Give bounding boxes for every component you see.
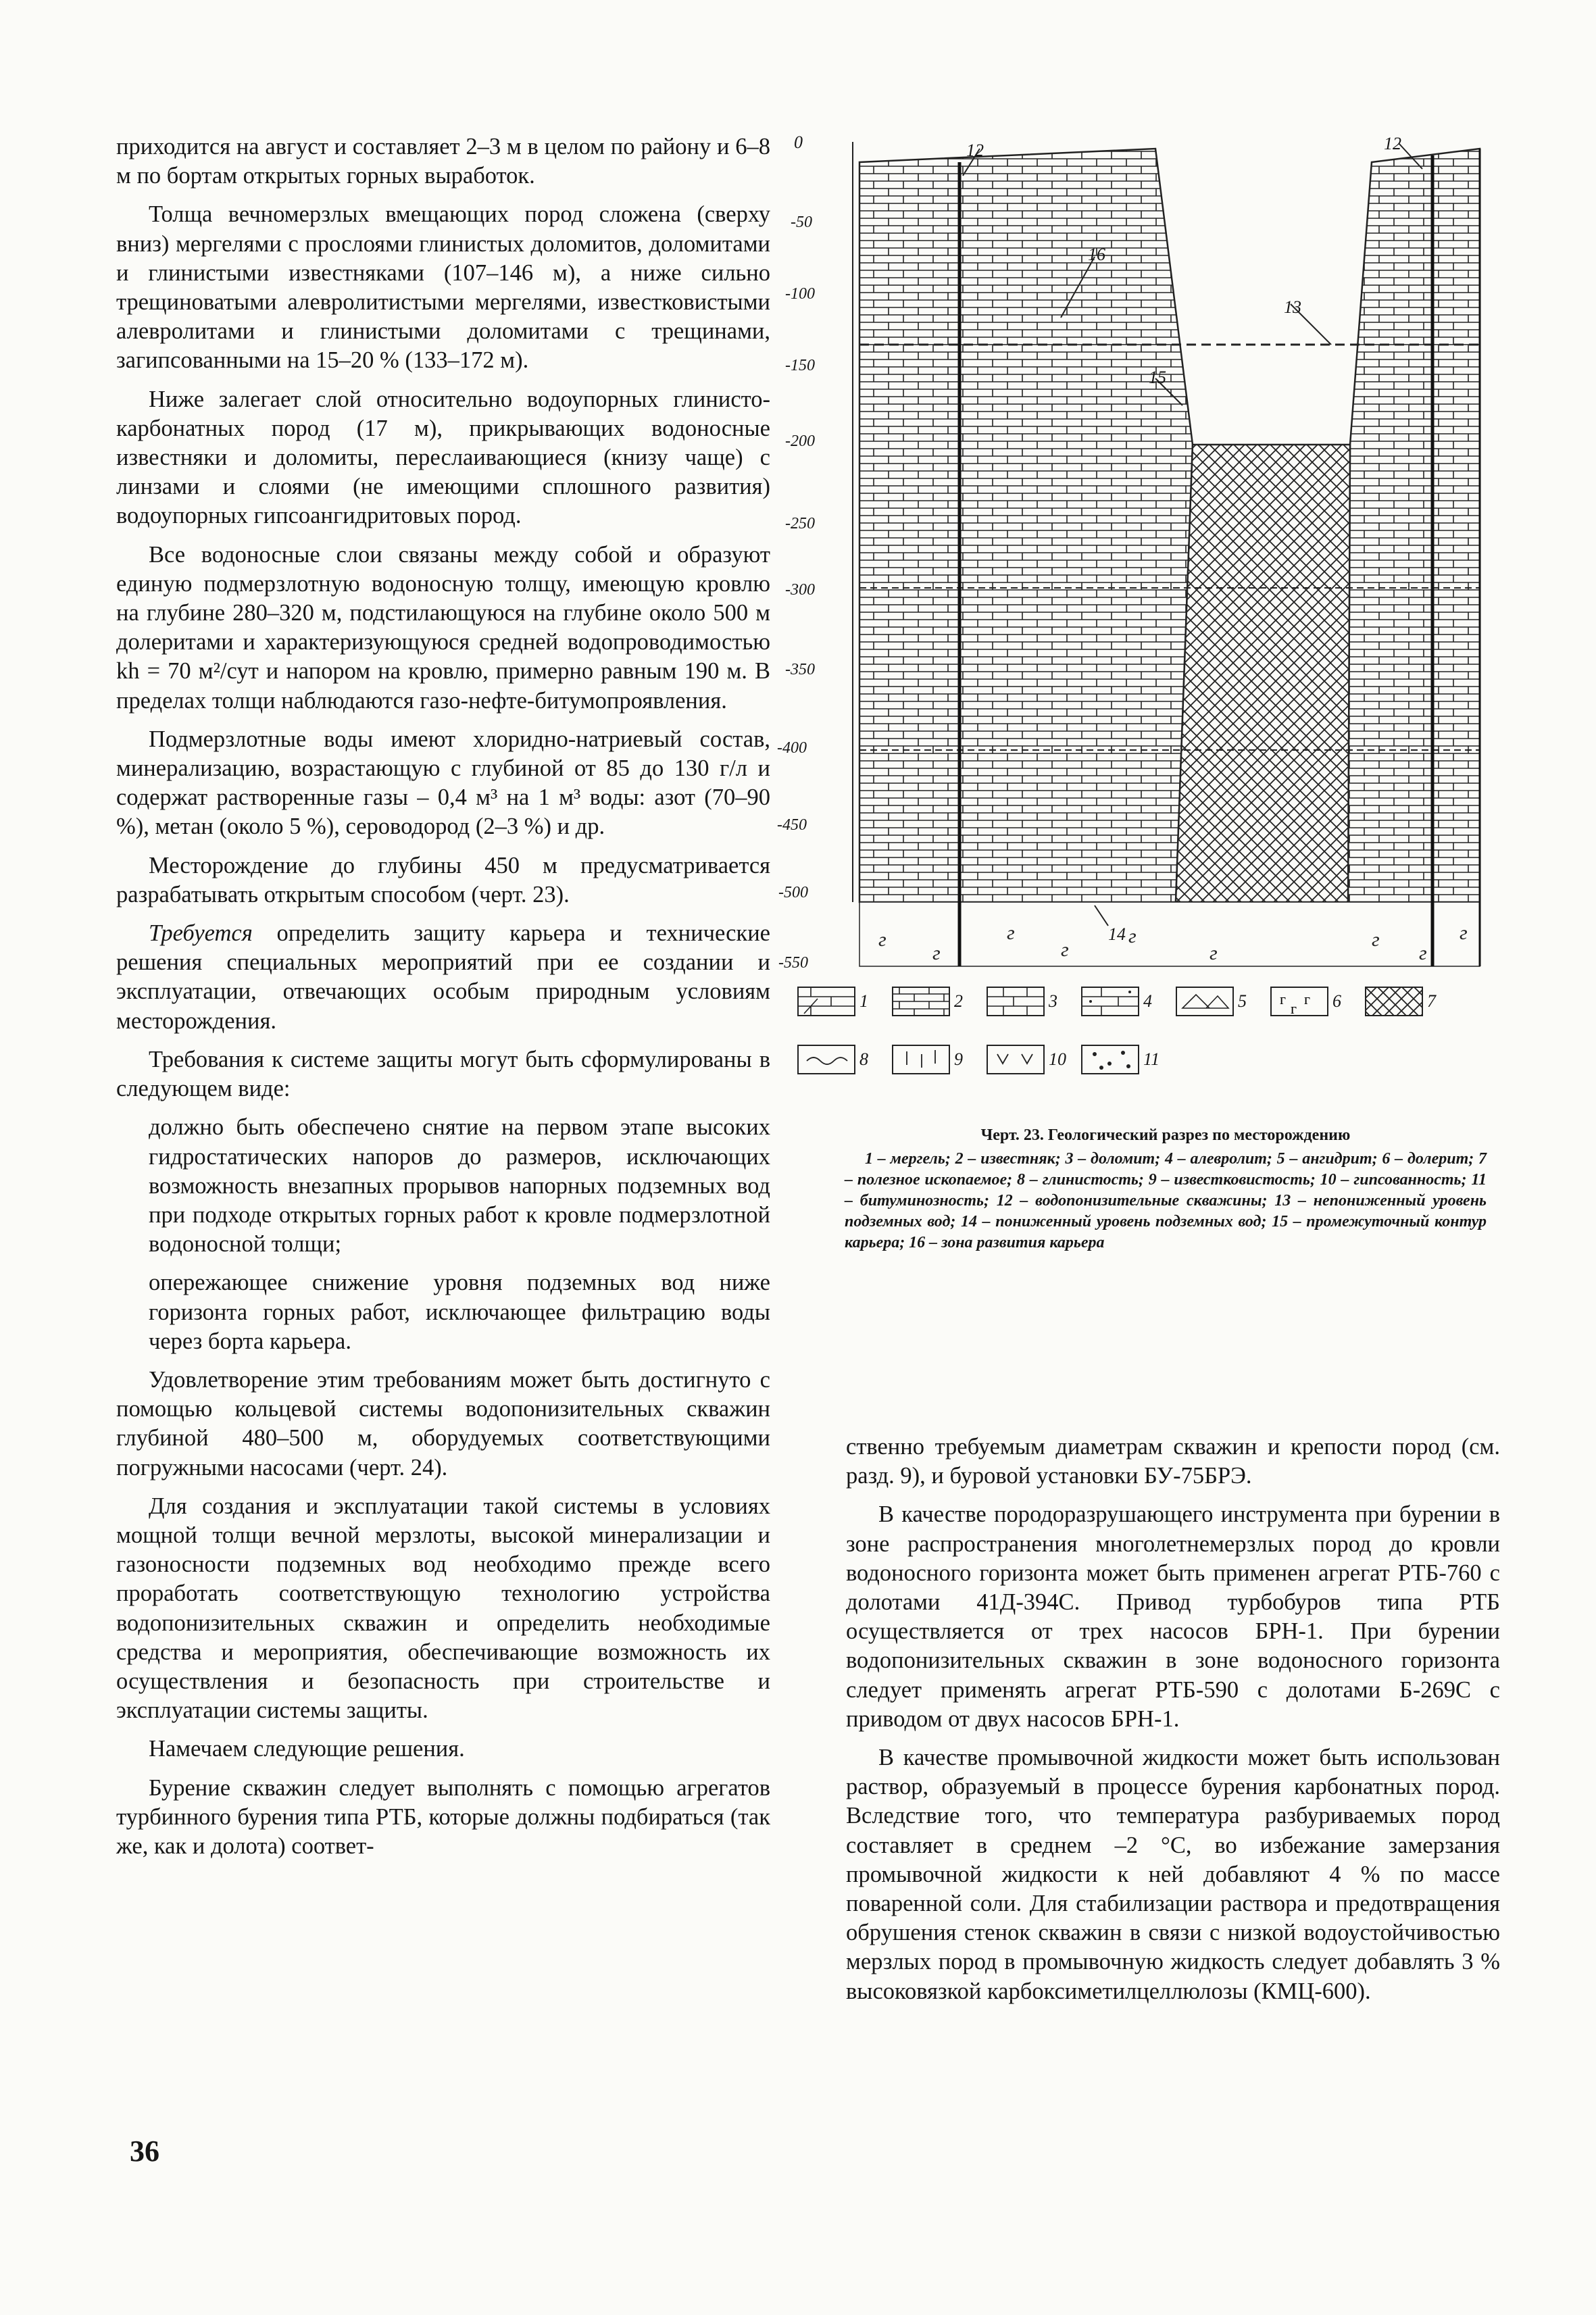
callout-12-left: 12	[966, 141, 984, 160]
legend-swatch	[987, 987, 1045, 1016]
paragraph: Месторождение до глубины 450 м предусматривается разрабатывать открытым способом (черт. 23).	[116, 852, 770, 907]
svg-text:г: г	[1007, 922, 1015, 944]
depth-label: -100	[785, 285, 815, 303]
legend-number: 5	[1238, 991, 1247, 1011]
figure-legend	[797, 987, 1514, 1095]
svg-text:г: г	[1210, 942, 1218, 964]
required-paragraph	[116, 919, 770, 1036]
svg-text:г: г	[1372, 928, 1380, 951]
caption-body: 1 – мергель; 2 – известняк; 3 – доломит; 4 – алевролит; 5 – ангидрит; 6 – долерит; 7 – полезное ископаемое; 8 – глинистость; 9 – известковистость; 10 – гипсованность; 11 – битуминозность; 12 – водопонизительные скважины; 13 – непониженный уровень подземных вод; 14 – пониженный уровень подземных вод; 15 – промежуточный контур карьера; 16 – зона развития карьера	[845, 1150, 1487, 1251]
legend-number: 3	[1049, 991, 1057, 1011]
paragraph: Бурение скважин следует выполнять с помощью агрегатов турбинного бурения типа РТБ, которые должны подбираться (так же, как и долота) соответ-	[116, 1774, 770, 1859]
required-lead: Требуется	[149, 920, 253, 947]
legend-swatch	[1365, 987, 1423, 1016]
page-number: 36	[130, 2135, 159, 2168]
paragraph: Все водоносные слои связаны между собой и образуют единую подмерзлотную водоносную толщу, имеющую кровлю на глубине 280–320 м, подстилающуюся на глубине около 500 м долеритами и характеризующуюся средней водопроводимостью kh = 70 м²/сут и напором на кровлю, примерно равным 190 м. В пределах толщи наблюдаются газо-нефте-битумопроявления.	[116, 541, 770, 714]
callout-12-right: 12	[1384, 134, 1401, 153]
legend-swatch	[1081, 1045, 1139, 1074]
requirement-item: должно быть обеспечено снятие на первом этапе высоких гидростатических напоров до размеров, исключающих возможность внезапных прорывов напорных подземных вод при подходе открытых горных работ к кровле подмерзлотной водоносной толщи;	[149, 1114, 770, 1258]
depth-label: -150	[785, 357, 815, 374]
paragraph: приходится на август и составляет 2–3 м в целом по району и 6–8 м по бортам открытых горных выработок.	[116, 134, 770, 189]
legend-number: 11	[1143, 1049, 1160, 1069]
legend-item	[1081, 987, 1152, 1016]
legend-number: 4	[1143, 991, 1152, 1011]
svg-text:г: г	[1460, 922, 1468, 944]
legend-item	[892, 1045, 963, 1074]
svg-text:г: г	[1291, 1000, 1297, 1016]
legend-item	[797, 1045, 868, 1074]
requirement-item: опережающее снижение уровня подземных вод ниже горизонта горных работ, исключающее фильтрацию воды через борта карьера.	[149, 1270, 770, 1354]
depth-label: -200	[785, 432, 815, 450]
depth-label: -400	[777, 739, 807, 757]
geological-section-figure	[777, 122, 1493, 973]
legend-item	[987, 1045, 1066, 1074]
depth-label: -550	[778, 954, 808, 972]
depth-label: -500	[778, 884, 808, 901]
legend-number: 7	[1427, 991, 1436, 1011]
legend-swatch	[1081, 987, 1139, 1016]
legend-item	[1081, 1045, 1159, 1074]
legend-number: 6	[1332, 991, 1341, 1011]
legend-swatch	[797, 987, 855, 1016]
paragraph: Намечаем следующие решения.	[149, 1736, 465, 1762]
legend-number: 8	[859, 1049, 868, 1069]
svg-text:г: г	[1280, 991, 1287, 1007]
legend-number: 1	[859, 991, 868, 1011]
paragraph: Требования к системе защиты могут быть сформулированы в следующем виде:	[116, 1046, 770, 1102]
depth-label: -250	[785, 515, 815, 532]
paragraph: ственно требуемым диаметрам скважин и крепости пород (см. разд. 9), и буровой установки БУ-75БРЭ.	[846, 1434, 1500, 1489]
legend-swatch	[892, 987, 950, 1016]
depth-label: -300	[785, 581, 815, 599]
legend-number: 9	[954, 1049, 963, 1069]
paragraph: Для создания и эксплуатации такой системы в условиях мощной толщи вечной мерзлоты, высокой минерализации и газоносности подземных вод необходимо прежде всего проработать соответствующую технологию устройства водопонизительных скважин и определить необходимые средства и мероприятия, обеспечивающие возможность их осуществления и безопасность при строительстве и эксплуатации системы защиты.	[116, 1493, 770, 1724]
legend-number: 10	[1049, 1049, 1066, 1069]
figure-caption	[845, 1125, 1487, 1253]
paragraph: Толща вечномерзлых вмещающих пород сложена (сверху вниз) мергелями с прослоями глинистых доломитов, доломитами и глинистыми известняками (107–146 м), а ниже сильно трещиноватыми алевролитистыми мергелями, известковистыми алевролитами и глинистыми доломитами с трещинами, загипсованными на 15–20 % (133–172 м).	[116, 201, 770, 374]
svg-text:г: г	[1128, 925, 1137, 947]
right-text-column	[846, 1433, 1500, 2016]
legend-swatch	[1270, 987, 1328, 1016]
paragraph: Подмерзлотные воды имеют хлоридно-натриевый состав, минерализацию, возрастающую с глубиной от 85 до 130 г/л и содержат растворенные газы – 0,4 м³ на 1 м³ воды: азот (70–90 %), метан (около 5 %), сероводород (2–3 %) и др.	[116, 726, 770, 840]
paragraph: Удовлетворение этим требованиям может быть достигнуто с помощью кольцевой системы водопонизительных скважин глубиной 480–500 м, оборудуемых соответствующими погружными насосами (черт. 24).	[116, 1366, 770, 1480]
legend-number: 2	[954, 991, 963, 1011]
svg-text:г: г	[1419, 942, 1427, 964]
paragraph: Ниже залегает слой относительно водоупорных глинисто-карбонатных пород (17 м), прикрывающих водоносные известняки и доломиты, переслаивающиеся (книзу чаще) с линзами и слоями (не имеющими сплошного развития) водоупорных гипсоангидритовых пород.	[116, 386, 770, 529]
depth-label: -50	[791, 214, 812, 231]
depth-label: -350	[785, 661, 815, 678]
legend-item	[1270, 987, 1341, 1016]
paragraph: В качестве породоразрушающего инструмента при бурении в зоне распространения многолетнемерзлых пород до кровли водоносного горизонта может быть применен агрегат РТБ-760 с долотами 41Д-394С. Привод турбобуров типа РТБ осуществляется от трех насосов БРН-1. При бурении водопонизительных скважин в зоне водоносного горизонта следует применять агрегат РТБ-590 с долотами Б-269С с приводом от двух насосов БРН-1.	[846, 1501, 1500, 1732]
caption-title: Черт. 23. Геологический разрез по месторождению	[980, 1126, 1351, 1144]
legend-item	[1176, 987, 1247, 1016]
legend-swatch	[797, 1045, 855, 1074]
svg-text:г: г	[1061, 939, 1069, 961]
paragraph: В качестве промывочной жидкости может быть использован раствор, образуемый в процессе бурения карбонатных пород. Вследствие того, что температура разбуриваемых пород составляет в среднем –2 °С, во избежание замерзания промывочной жидкости к ней добавляют 4 % по массе поваренной соли. Для стабилизации раствора и предотвращения обрушения стенок скважин в связи с низкой водоустойчивостью мерзлых пород в промывочную жидкость следует добавлять 3 % высоковязкой карбоксиметилцеллюлозы (КМЦ-600).	[846, 1745, 1500, 2004]
legend-item	[797, 987, 868, 1016]
legend-item	[892, 987, 963, 1016]
required-rest: определить защиту карьера и технические решения специальных мероприятий при ее создании и эксплуатации, отвечающих особым природным условиям месторождения.	[116, 920, 770, 1034]
depth-label: -450	[777, 816, 807, 834]
svg-text:г: г	[932, 942, 941, 964]
callout-13: 13	[1284, 297, 1301, 317]
left-text-column	[116, 132, 770, 1870]
depth-label: 0	[794, 132, 803, 152]
svg-text:г: г	[1304, 991, 1311, 1007]
legend-swatch	[1176, 987, 1234, 1016]
legend-item	[987, 987, 1057, 1016]
legend-swatch	[987, 1045, 1045, 1074]
callout-15: 15	[1149, 368, 1166, 387]
legend-item	[1365, 987, 1436, 1016]
legend-swatch	[892, 1045, 950, 1074]
callout-14: 14	[1108, 924, 1126, 944]
svg-text:г: г	[878, 928, 887, 951]
callout-16: 16	[1088, 245, 1105, 264]
